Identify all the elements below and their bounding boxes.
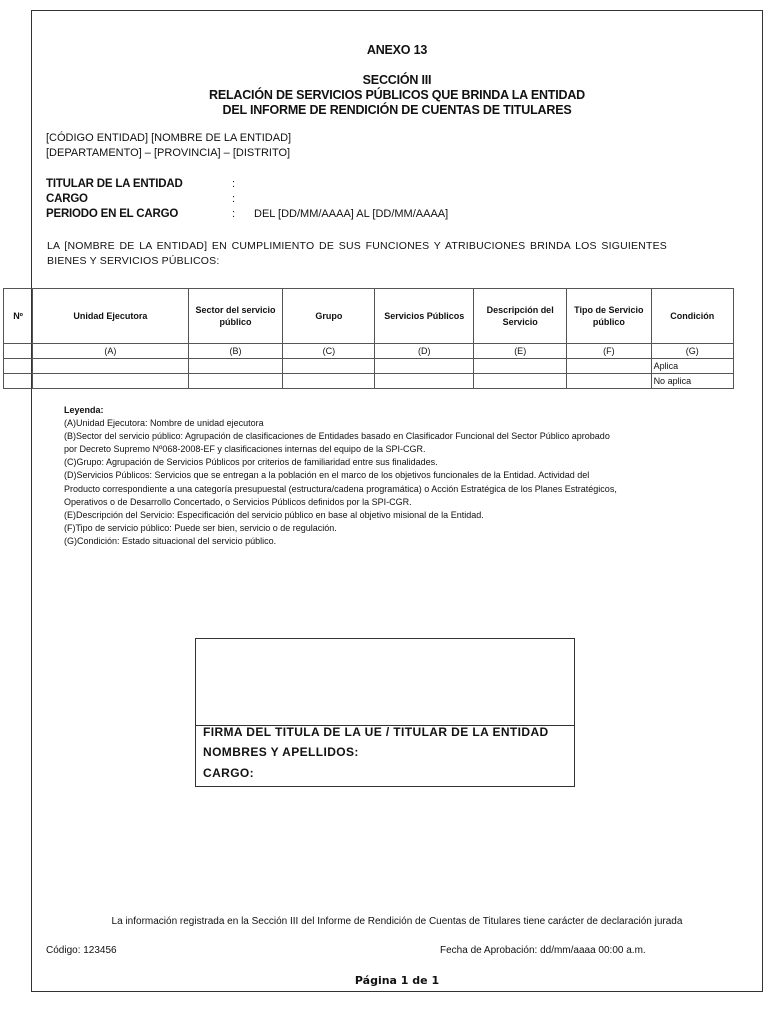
document-page [31,10,763,992]
signature-box [195,638,575,787]
field-sep-periodo: : [232,208,236,220]
services-table [3,288,734,389]
table-cell[interactable] [4,374,33,389]
table-cell[interactable] [567,359,651,374]
table-cell[interactable] [33,374,188,389]
legend-title: Leyenda: [64,405,104,415]
table-cell[interactable] [33,359,188,374]
header-cell: Unidad Ejecutora [33,289,188,344]
document-title-line1: RELACIÓN DE SERVICIOS PÚBLICOS QUE BRINDA LA ENTIDAD [209,88,585,102]
field-label-periodo: PERIODO EN EL CARGO [46,208,179,220]
table-cell[interactable] [283,374,375,389]
table-cell[interactable] [188,359,283,374]
table-row [4,374,734,389]
code-cell: (C) [283,344,375,359]
document-title-line2: DEL INFORME DE RENDICIÓN DE CUENTAS DE TITULARES [222,103,572,117]
code-cell: (B) [188,344,283,359]
legend-line: (D)Servicios Públicos: Servicios que se entregan a la población en el marco de los objetivos funcionales de la Entidad. Actividad del [64,470,590,481]
code-cell: (E) [474,344,567,359]
legend-line: (F)Tipo de servicio público: Puede ser bien, servicio o de regulación. [64,522,337,533]
code-cell: (G) [651,344,733,359]
condition-option-no-aplica[interactable]: No aplica [651,374,733,389]
annex-title: ANEXO 13 [366,43,428,57]
table-cell[interactable] [4,359,33,374]
header-cell: Descripción del Servicio [474,289,567,344]
field-sep-cargo: : [232,193,236,205]
header-cell: Grupo [283,289,375,344]
code-cell: (D) [375,344,474,359]
table-cell[interactable] [375,359,474,374]
approval-date: Fecha de Aprobación: dd/mm/aaaa 00:00 a.m. [440,945,646,956]
entity-code-name: [CÓDIGO ENTIDAD] [NOMBRE DE LA ENTIDAD] [46,132,292,144]
table-cell[interactable] [283,359,375,374]
legend-line: por Decreto Supremo Nº068-2008-EF y clasificaciones internas del equipo de la SPI-CGR. [64,444,426,455]
code-cell [4,344,33,359]
table-code-row [4,344,734,359]
table-cell[interactable] [375,374,474,389]
signature-title: FIRMA DEL TITULA DE LA UE / TITULAR DE LA ENTIDAD [203,725,549,739]
legend-line: (B)Sector del servicio público: Agrupación de clasificaciones de Entidades basado en Clasificador Funcional del Sector Público aprobado [64,431,610,442]
header-cell: Sector del servicio público [188,289,283,344]
legend [64,404,617,548]
table-cell[interactable] [474,359,567,374]
header-cell: Nº [4,289,33,344]
document-code: Código: 123456 [46,945,117,956]
code-cell: (A) [33,344,188,359]
legend-line: (A)Unidad Ejecutora: Nombre de unidad ejecutora [64,418,264,429]
code-cell: (F) [567,344,651,359]
table-cell[interactable] [188,374,283,389]
signature-names-label: NOMBRES Y APELLIDOS: [203,745,359,759]
table-header-row [4,289,734,344]
table-cell[interactable] [567,374,651,389]
field-value-periodo: DEL [DD/MM/AAAA] AL [DD/MM/AAAA] [254,208,449,220]
field-sep-titular: : [232,178,236,190]
condition-option-aplica[interactable]: Aplica [651,359,733,374]
section-title: SECCIÓN III [362,73,432,87]
entity-location: [DEPARTAMENTO] – [PROVINCIA] – [DISTRITO] [46,147,291,159]
legend-line: (C)Grupo: Agrupación de Servicios Públicos por criterios de familiaridad entre sus finalidades. [64,457,438,468]
signature-cargo-label: CARGO: [203,766,255,780]
declaration-note: La información registrada en la Sección III del Informe de Rendición de Cuentas de Titulares tiene carácter de declaración jurada [111,916,683,927]
legend-line: Producto correspondiente a una categoría presupuestal (estructura/cadena programática) o Acción Estratégica de los Planes Estratégicos, [64,483,617,494]
legend-line: Operativos o de Desarrollo Concertado, o Servicios Públicos definidos por la SPI-CGR. [64,496,412,507]
table-cell[interactable] [474,374,567,389]
table-row [4,359,734,374]
legend-line: (G)Condición: Estado situacional del servicio público. [64,535,277,546]
field-label-cargo: CARGO [46,193,88,205]
header-cell: Tipo de Servicio público [567,289,651,344]
legend-line: (E)Descripción del Servicio: Especificación del servicio público en base al objetivo misional de la Entidad. [64,509,484,520]
header-cell: Servicios Públicos [375,289,474,344]
header-cell: Condición [651,289,733,344]
page-number: Página 1 de 1 [354,974,440,987]
intro-paragraph: LA [NOMBRE DE LA ENTIDAD] EN CUMPLIMIENTO DE SUS FUNCIONES Y ATRIBUCIONES BRINDA LOS SIGUIENTES BIENES Y SERVICIOS PÚBLICOS: [47,240,667,267]
field-label-titular: TITULAR DE LA ENTIDAD [46,178,183,190]
